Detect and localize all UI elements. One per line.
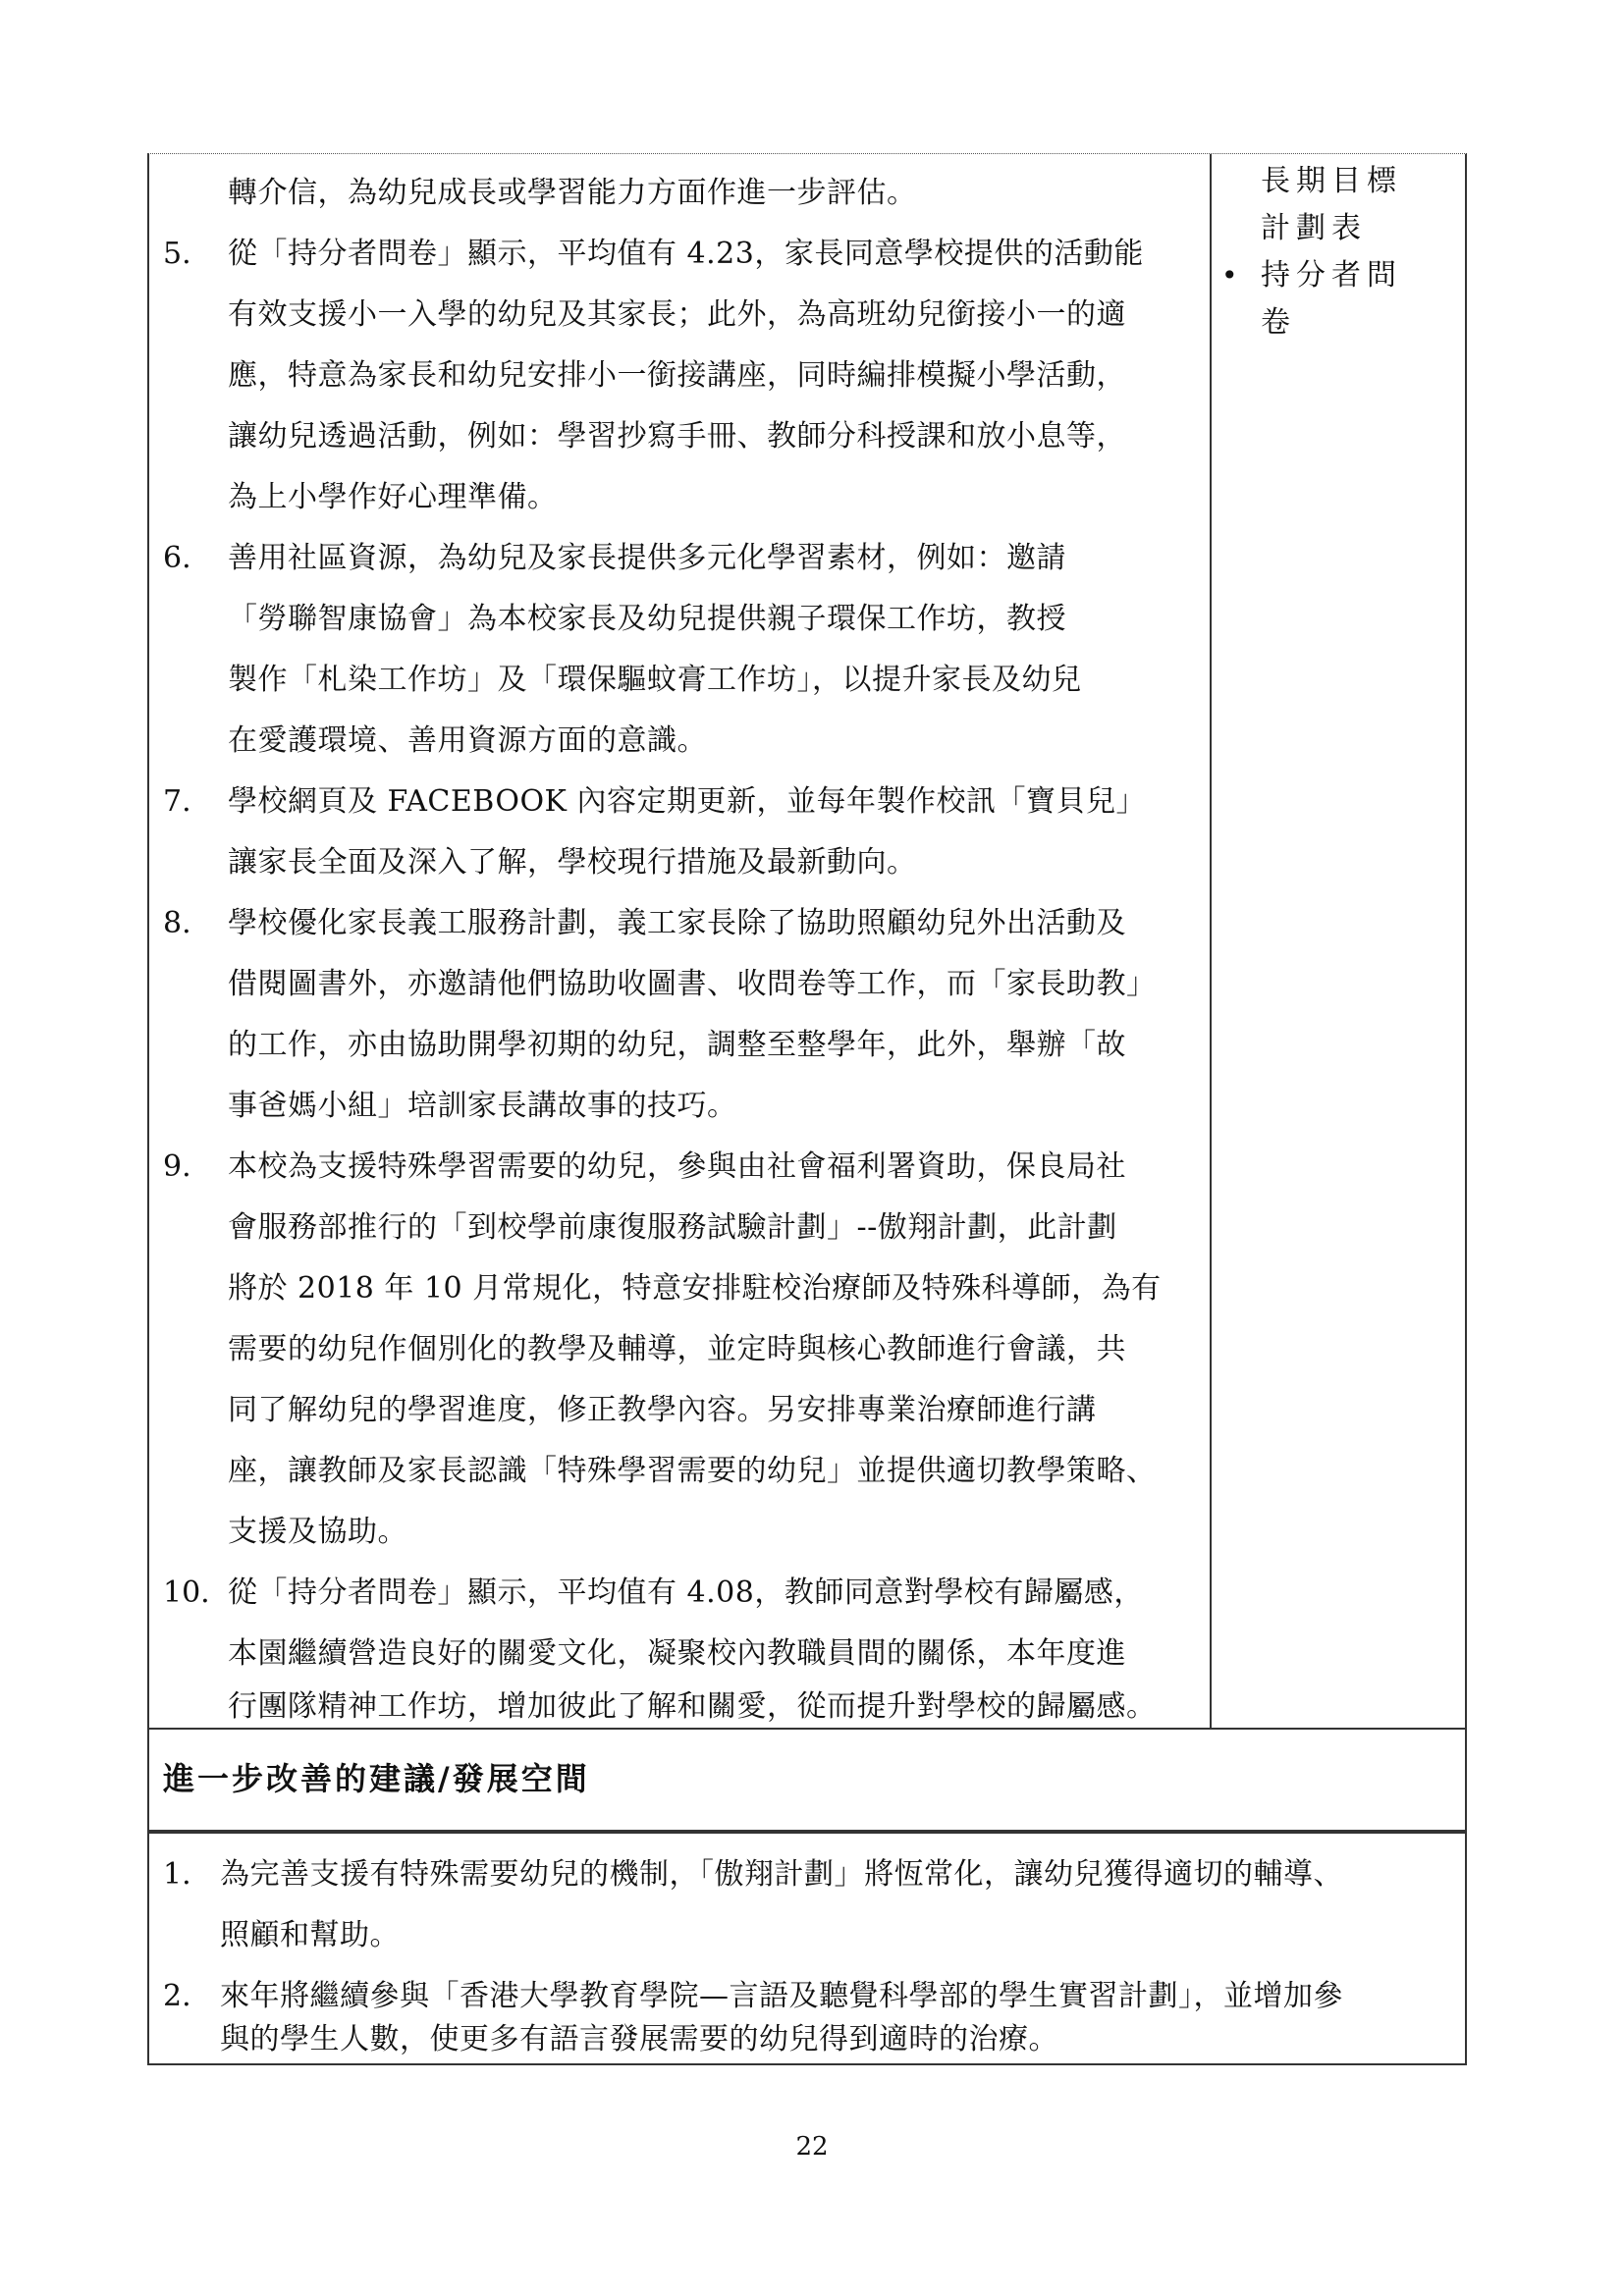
suggestion-line: 為完善支援有特殊需要幼兒的機制，「傲翔計劃」將恆常化，讓幼兒獲得適切的輔導、 [220,1857,1343,1892]
suggestion-number: 1. [163,1857,191,1892]
suggestion-line: 與的學生人數，使更多有語言發展需要的幼兒得到適時的治療。 [220,2022,1058,2056]
item-line: 會服務部推行的「到校學前康復服務試驗計劃」--傲翔計劃，此計劃 [228,1210,1117,1245]
item-line: 有效支援小一入學的幼兒及其家長；此外，為高班幼兒銜接小一的適 [228,297,1126,332]
item-line: 為上小學作好心理準備。 [228,480,558,514]
bullet-icon: • [1221,259,1238,292]
item-line: 支援及協助。 [228,1515,407,1549]
item-line: 的工作，亦由協助開學初期的幼兒，調整至整學年，此外，舉辦「故 [228,1028,1126,1062]
side-text: 長期目標 [1261,164,1402,198]
item-line: 將於 2018 年 10 月常規化，特意安排駐校治療師及特殊科導師，為有 [228,1271,1162,1306]
section-heading: 進一步改善的建議/發展空間 [163,1760,590,1797]
item-line: 借閱圖書外，亦邀請他們協助收圖書、收問卷等工作，而「家長助教」 [228,967,1157,1001]
item-line: 讓幼兒透過活動，例如：學習抄寫手冊、教師分科授課和放小息等， [228,419,1126,454]
continuation-line: 轉介信，為幼兒成長或學習能力方面作進一步評估。 [228,176,917,210]
item-line: 本校為支援特殊學習需要的幼兒，參與由社會福利署資助，保良局社 [228,1149,1126,1184]
suggestion-line: 來年將繼續參與「香港大學教育學院—言語及聽覺科學部的學生實習計劃」，並增加參 [220,1979,1343,2013]
item-number: 7. [163,784,191,819]
suggestion-number: 2. [163,1979,191,2013]
item-line: 「勞聯智康協會」為本校家長及幼兒提供親子環保工作坊，教授 [228,602,1066,636]
item-line: 善用社區資源，為幼兒及家長提供多元化學習素材，例如：邀請 [228,541,1066,575]
item-line: 在愛護環境、善用資源方面的意識。 [228,723,707,758]
side-bullet-text: 卷 [1261,305,1296,340]
item-line: 座，讓教師及家長認識「特殊學習需要的幼兒」並提供適切教學策略、 [228,1454,1157,1488]
item-line: 學校優化家長義工服務計劃，義工家長除了協助照顧幼兒外出活動及 [228,906,1126,940]
suggestions-row [147,1832,1467,2065]
suggestion-line: 照顧和幫助。 [220,1918,400,1952]
item-number: 9. [163,1149,191,1184]
report-table [147,153,1467,2065]
page-number: 22 [795,2132,829,2162]
content-row [147,153,1467,1730]
main-content-cell [149,154,1212,1728]
item-line: 製作「札染工作坊」及「環保驅蚊膏工作坊」，以提升家長及幼兒 [228,663,1082,697]
item-line: 從「持分者問卷」顯示，平均值有 4.08，教師同意對學校有歸屬感， [228,1575,1144,1610]
item-line: 學校網頁及 FACEBOOK 內容定期更新，並每年製作校訊「寶貝兒」 [228,784,1147,819]
item-number: 5. [163,237,191,271]
item-line: 需要的幼兒作個別化的教學及輔導，並定時與核心教師進行會議，共 [228,1332,1126,1366]
item-line: 事爸媽小組」培訓家長講故事的技巧。 [228,1089,737,1123]
item-line: 讓家長全面及深入了解，學校現行措施及最新動向。 [228,845,917,880]
side-text: 計劃表 [1261,211,1367,245]
item-number: 6. [163,541,191,575]
item-line: 行團隊精神工作坊，增加彼此了解和關愛，從而提升對學校的歸屬感。 [228,1689,1157,1724]
item-line: 本園繼續營造良好的關愛文化，凝聚校內教職員間的關係，本年度進 [228,1636,1126,1671]
side-bullet-text: 持分者問 [1261,258,1402,293]
section-heading-row [147,1730,1467,1832]
item-number: 10. [163,1575,210,1610]
item-line: 同了解幼兒的學習進度，修正教學內容。另安排專業治療師進行講 [228,1393,1097,1427]
item-line: 應，特意為家長和幼兒安排小一銜接講座，同時編排模擬小學活動， [228,358,1126,393]
evidence-cell [1212,154,1465,1728]
item-number: 8. [163,906,191,940]
item-line: 從「持分者問卷」顯示，平均值有 4.23，家長同意學校提供的活動能 [228,237,1144,271]
